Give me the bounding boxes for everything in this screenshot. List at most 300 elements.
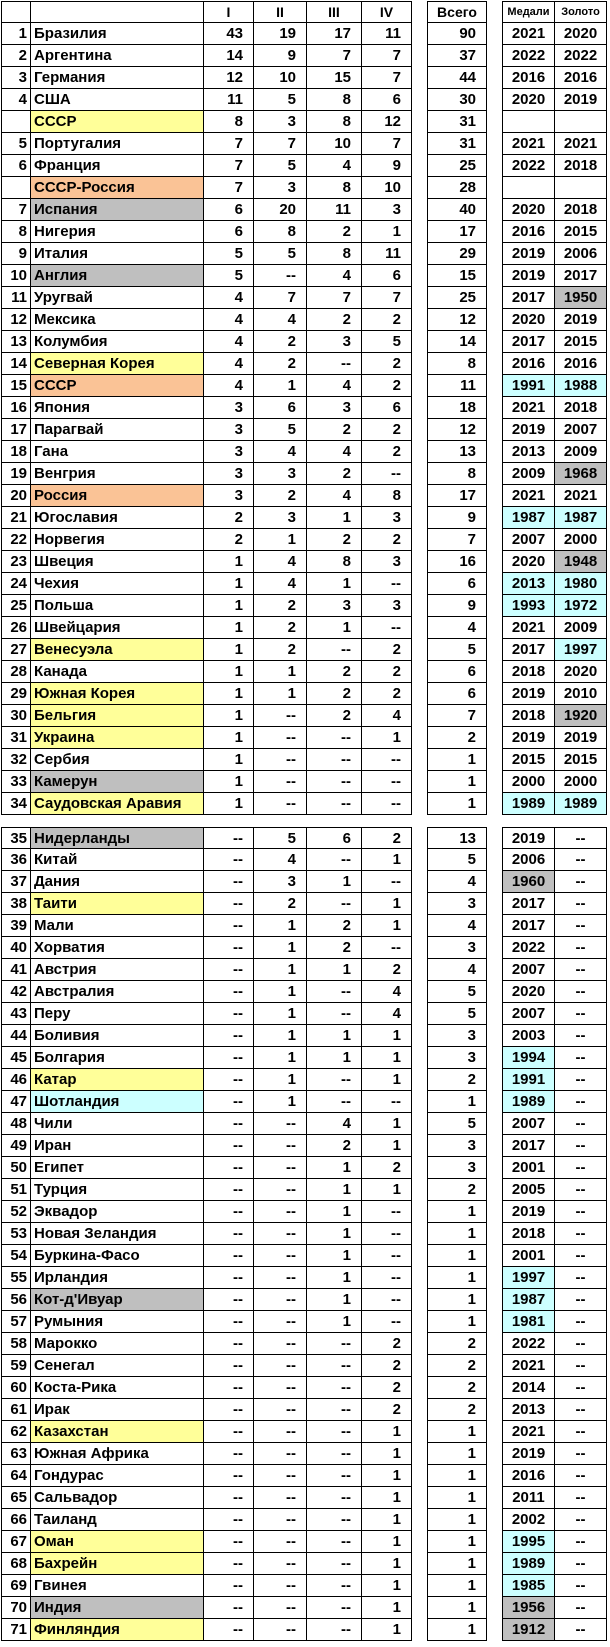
total-value: 2 — [427, 727, 487, 749]
q1-value: -- — [204, 1399, 254, 1421]
rank-cell: 35 — [1, 827, 31, 849]
q4-value: 3 — [362, 507, 412, 529]
country-name: Чили — [31, 1113, 204, 1135]
q2-value: 5 — [254, 419, 307, 441]
total-value: 1 — [427, 749, 487, 771]
total-value: 4 — [427, 871, 487, 893]
q2-value: 1 — [254, 1047, 307, 1069]
q4-value: 3 — [362, 551, 412, 573]
q3-value: -- — [307, 1091, 362, 1113]
gold-year: 2000 — [555, 771, 607, 793]
medals-year: 1989 — [502, 793, 555, 815]
q2-value: 3 — [254, 177, 307, 199]
rank-cell: 28 — [1, 661, 31, 683]
rank-cell: 63 — [1, 1443, 31, 1465]
table-row — [1, 1179, 607, 1201]
q3-value: -- — [307, 1377, 362, 1399]
total-value: 9 — [427, 507, 487, 529]
q4-value: 2 — [362, 683, 412, 705]
rank-cell: 31 — [1, 727, 31, 749]
medals-year: 1989 — [502, 1553, 555, 1575]
rank-cell: 58 — [1, 1333, 31, 1355]
table-row — [1, 959, 607, 981]
gold-year: 1948 — [555, 551, 607, 573]
rank-cell: 14 — [1, 353, 31, 375]
q1-value: 3 — [204, 441, 254, 463]
table-row — [1, 23, 607, 45]
q1-value: -- — [204, 1465, 254, 1487]
country-name: Россия — [31, 485, 204, 507]
country-name: Северная Корея — [31, 353, 204, 375]
q1-value: -- — [204, 1355, 254, 1377]
rank-cell: 55 — [1, 1267, 31, 1289]
header-total: Всего — [427, 1, 487, 23]
total-value: 2 — [427, 1355, 487, 1377]
total-value: 7 — [427, 705, 487, 727]
q4-value: 4 — [362, 1003, 412, 1025]
rank-cell: 36 — [1, 849, 31, 871]
header-medals: Медали — [502, 1, 555, 23]
country-name: Югославия — [31, 507, 204, 529]
total-value: 13 — [427, 441, 487, 463]
country-name: Хорватия — [31, 937, 204, 959]
q4-value: -- — [362, 1091, 412, 1113]
q2-value: 7 — [254, 287, 307, 309]
table-row — [1, 1487, 607, 1509]
q3-value: 2 — [307, 309, 362, 331]
q3-value: 3 — [307, 331, 362, 353]
medals-year: 2019 — [502, 1443, 555, 1465]
total-value: 3 — [427, 1157, 487, 1179]
country-name: Мали — [31, 915, 204, 937]
country-name: Швейцария — [31, 617, 204, 639]
country-name: Италия — [31, 243, 204, 265]
total-value: 12 — [427, 419, 487, 441]
total-value: 1 — [427, 1245, 487, 1267]
q3-value: -- — [307, 1619, 362, 1641]
q1-value: 12 — [204, 67, 254, 89]
table-row — [1, 661, 607, 683]
country-name: Украина — [31, 727, 204, 749]
table-row — [1, 1245, 607, 1267]
q2-value: 2 — [254, 485, 307, 507]
q1-value: -- — [204, 1179, 254, 1201]
q2-value: 2 — [254, 639, 307, 661]
q1-value: -- — [204, 1487, 254, 1509]
rank-cell: 65 — [1, 1487, 31, 1509]
q2-value: 20 — [254, 199, 307, 221]
rank-cell: 38 — [1, 893, 31, 915]
country-name: Португалия — [31, 133, 204, 155]
total-value: 2 — [427, 1179, 487, 1201]
q2-value: -- — [254, 1443, 307, 1465]
total-value: 25 — [427, 155, 487, 177]
medals-year: 2017 — [502, 1135, 555, 1157]
country-name: Кот-д'Ивуар — [31, 1289, 204, 1311]
rank-cell: 4 — [1, 89, 31, 111]
q4-value: 1 — [362, 1487, 412, 1509]
medals-year: 1981 — [502, 1311, 555, 1333]
q4-value: 2 — [362, 959, 412, 981]
q2-value: 5 — [254, 243, 307, 265]
medals-year: 2013 — [502, 573, 555, 595]
country-name: Венесуэла — [31, 639, 204, 661]
country-name: Камерун — [31, 771, 204, 793]
gold-year: 2017 — [555, 265, 607, 287]
gold-year: 2020 — [555, 661, 607, 683]
country-name: Канада — [31, 661, 204, 683]
table-row — [1, 1355, 607, 1377]
q1-value: 7 — [204, 177, 254, 199]
q2-value: 6 — [254, 397, 307, 419]
total-value: 2 — [427, 1333, 487, 1355]
table-row — [1, 1443, 607, 1465]
table-row — [1, 1399, 607, 1421]
gold-year: 2016 — [555, 67, 607, 89]
q4-value: 2 — [362, 1399, 412, 1421]
rank-cell: 27 — [1, 639, 31, 661]
gold-year: -- — [555, 1333, 607, 1355]
total-value: 31 — [427, 111, 487, 133]
table-row — [1, 893, 607, 915]
rank-cell: 17 — [1, 419, 31, 441]
gold-year — [555, 177, 607, 199]
total-value: 5 — [427, 1003, 487, 1025]
q1-value: -- — [204, 915, 254, 937]
gold-year: -- — [555, 893, 607, 915]
country-name: Норвегия — [31, 529, 204, 551]
rank-cell: 49 — [1, 1135, 31, 1157]
q2-value: 2 — [254, 353, 307, 375]
q2-value: 1 — [254, 1025, 307, 1047]
table-row — [1, 617, 607, 639]
q1-value: 3 — [204, 397, 254, 419]
rank-cell: 30 — [1, 705, 31, 727]
q3-value: 2 — [307, 221, 362, 243]
table-row — [1, 419, 607, 441]
country-name: Чехия — [31, 573, 204, 595]
q4-value: 1 — [362, 1619, 412, 1641]
medals-year: 2018 — [502, 705, 555, 727]
rank-cell — [1, 177, 31, 199]
q1-value: -- — [204, 1509, 254, 1531]
medals-year: 2011 — [502, 1487, 555, 1509]
medals-year: 2019 — [502, 419, 555, 441]
q4-value: 2 — [362, 309, 412, 331]
q1-value: 6 — [204, 221, 254, 243]
rank-cell: 32 — [1, 749, 31, 771]
q1-value: 1 — [204, 551, 254, 573]
q4-value: -- — [362, 1201, 412, 1223]
header-q3: III — [307, 1, 362, 23]
q3-value: 1 — [307, 1201, 362, 1223]
q1-value: 7 — [204, 155, 254, 177]
q1-value: -- — [204, 1289, 254, 1311]
q2-value: 10 — [254, 67, 307, 89]
table-row — [1, 705, 607, 727]
q2-value: 5 — [254, 89, 307, 111]
q3-value: -- — [307, 1509, 362, 1531]
rank-cell — [1, 111, 31, 133]
medals-year: 2020 — [502, 551, 555, 573]
total-value: 3 — [427, 1025, 487, 1047]
medals-year: 2017 — [502, 639, 555, 661]
medals-year: 2019 — [502, 827, 555, 849]
medals-year: 2017 — [502, 915, 555, 937]
q2-value: 1 — [254, 915, 307, 937]
q1-value: -- — [204, 1091, 254, 1113]
q3-value: 4 — [307, 375, 362, 397]
q2-value: 8 — [254, 221, 307, 243]
q2-value: -- — [254, 1157, 307, 1179]
q3-value: 1 — [307, 1047, 362, 1069]
q4-value: 1 — [362, 1597, 412, 1619]
gold-year: 2021 — [555, 485, 607, 507]
rank-cell: 3 — [1, 67, 31, 89]
gold-year: -- — [555, 871, 607, 893]
gold-year: -- — [555, 1223, 607, 1245]
q3-value: 7 — [307, 45, 362, 67]
total-value: 3 — [427, 1135, 487, 1157]
table-row — [1, 1465, 607, 1487]
rank-cell: 41 — [1, 959, 31, 981]
gold-year: 2006 — [555, 243, 607, 265]
rank-cell: 12 — [1, 309, 31, 331]
table-row — [1, 1531, 607, 1553]
q3-value: 1 — [307, 573, 362, 595]
total-value: 13 — [427, 827, 487, 849]
q3-value: -- — [307, 893, 362, 915]
q1-value: -- — [204, 1157, 254, 1179]
rank-cell: 52 — [1, 1201, 31, 1223]
q2-value: 4 — [254, 849, 307, 871]
q1-value: -- — [204, 1421, 254, 1443]
q3-value: -- — [307, 793, 362, 815]
q1-value: -- — [204, 937, 254, 959]
total-value: 14 — [427, 331, 487, 353]
rank-cell: 42 — [1, 981, 31, 1003]
table-row — [1, 1223, 607, 1245]
medals-year: 2019 — [502, 1201, 555, 1223]
q3-value: 1 — [307, 1311, 362, 1333]
q4-value: 3 — [362, 199, 412, 221]
q1-value: -- — [204, 893, 254, 915]
q1-value: -- — [204, 1047, 254, 1069]
table-row — [1, 1025, 607, 1047]
rank-cell: 44 — [1, 1025, 31, 1047]
table-row — [1, 1113, 607, 1135]
total-value: 1 — [427, 1421, 487, 1443]
medals-year: 2021 — [502, 617, 555, 639]
gold-year: -- — [555, 1465, 607, 1487]
country-name: Ирландия — [31, 1267, 204, 1289]
q1-value: -- — [204, 1025, 254, 1047]
table-row — [1, 639, 607, 661]
country-name: Марокко — [31, 1333, 204, 1355]
q4-value: -- — [362, 871, 412, 893]
q1-value: -- — [204, 1113, 254, 1135]
q2-value: -- — [254, 1267, 307, 1289]
medals-year: 2007 — [502, 529, 555, 551]
medals-year: 2020 — [502, 981, 555, 1003]
gold-year: 2019 — [555, 727, 607, 749]
q4-value: 1 — [362, 1531, 412, 1553]
medals-year: 2021 — [502, 1421, 555, 1443]
q2-value: 1 — [254, 959, 307, 981]
total-value: 1 — [427, 1091, 487, 1113]
q3-value: 4 — [307, 265, 362, 287]
rank-cell: 51 — [1, 1179, 31, 1201]
medals-year: 2001 — [502, 1245, 555, 1267]
table-row — [1, 849, 607, 871]
rank-cell: 21 — [1, 507, 31, 529]
q4-value: 1 — [362, 1553, 412, 1575]
country-name: Дания — [31, 871, 204, 893]
country-name: Гвинея — [31, 1575, 204, 1597]
rank-cell: 47 — [1, 1091, 31, 1113]
q1-value: -- — [204, 959, 254, 981]
gold-year: -- — [555, 1311, 607, 1333]
medals-year: 2020 — [502, 309, 555, 331]
q4-value: 8 — [362, 485, 412, 507]
q3-value: -- — [307, 1399, 362, 1421]
table-row — [1, 749, 607, 771]
table-row — [1, 45, 607, 67]
rank-cell: 16 — [1, 397, 31, 419]
q2-value: -- — [254, 1201, 307, 1223]
medals-year: 2014 — [502, 1377, 555, 1399]
table-row — [1, 1003, 607, 1025]
q3-value: 1 — [307, 1267, 362, 1289]
rank-cell: 6 — [1, 155, 31, 177]
q2-value: 1 — [254, 683, 307, 705]
q4-value: 5 — [362, 331, 412, 353]
total-value: 16 — [427, 551, 487, 573]
q4-value: 2 — [362, 661, 412, 683]
medals-year: 2016 — [502, 221, 555, 243]
q2-value: -- — [254, 1509, 307, 1531]
q2-value: -- — [254, 1179, 307, 1201]
rank-cell: 15 — [1, 375, 31, 397]
q3-value: -- — [307, 727, 362, 749]
country-name: Парагвай — [31, 419, 204, 441]
q4-value: -- — [362, 1311, 412, 1333]
q2-value: -- — [254, 1619, 307, 1641]
q2-value: 3 — [254, 463, 307, 485]
rank-cell: 46 — [1, 1069, 31, 1091]
header-row — [1, 1, 607, 23]
rank-cell: 26 — [1, 617, 31, 639]
gold-year: -- — [555, 1245, 607, 1267]
gold-year: 2000 — [555, 529, 607, 551]
table-row — [1, 441, 607, 463]
medals-year: 2022 — [502, 155, 555, 177]
q3-value: 1 — [307, 1245, 362, 1267]
gold-year: -- — [555, 1025, 607, 1047]
gold-year: -- — [555, 1443, 607, 1465]
q4-value: 1 — [362, 1443, 412, 1465]
q4-value: 1 — [362, 1025, 412, 1047]
q1-value: -- — [204, 1223, 254, 1245]
medals-year: 1997 — [502, 1267, 555, 1289]
q1-value: 7 — [204, 133, 254, 155]
rank-cell: 68 — [1, 1553, 31, 1575]
q4-value: -- — [362, 573, 412, 595]
medals-year: 1960 — [502, 871, 555, 893]
gold-year: -- — [555, 1157, 607, 1179]
medals-year: 2002 — [502, 1509, 555, 1531]
q3-value: 1 — [307, 1179, 362, 1201]
q3-value: 11 — [307, 199, 362, 221]
medals-year: 2021 — [502, 23, 555, 45]
country-name: Ирак — [31, 1399, 204, 1421]
q4-value: 6 — [362, 397, 412, 419]
table-row — [1, 309, 607, 331]
total-value: 1 — [427, 1531, 487, 1553]
gold-year: 2009 — [555, 441, 607, 463]
medals-year: 2013 — [502, 1399, 555, 1421]
table-row — [1, 915, 607, 937]
total-value: 4 — [427, 617, 487, 639]
medals-year: 2016 — [502, 353, 555, 375]
q4-value: 1 — [362, 1421, 412, 1443]
medals-year: 1985 — [502, 1575, 555, 1597]
header-country-cell — [31, 1, 204, 23]
country-name: Шотландия — [31, 1091, 204, 1113]
q4-value: 2 — [362, 639, 412, 661]
table-row — [1, 871, 607, 893]
table-row — [1, 793, 607, 815]
q3-value: 8 — [307, 243, 362, 265]
medals-year — [502, 111, 555, 133]
total-value: 1 — [427, 1465, 487, 1487]
rank-cell: 60 — [1, 1377, 31, 1399]
q4-value: 2 — [362, 1355, 412, 1377]
q3-value: -- — [307, 1069, 362, 1091]
q4-value: 2 — [362, 353, 412, 375]
gold-year: -- — [555, 1289, 607, 1311]
q3-value: 2 — [307, 529, 362, 551]
rank-cell: 1 — [1, 23, 31, 45]
q3-value: -- — [307, 749, 362, 771]
q2-value: -- — [254, 1333, 307, 1355]
q1-value: -- — [204, 1245, 254, 1267]
q3-value: 1 — [307, 1289, 362, 1311]
gold-year: 1988 — [555, 375, 607, 397]
medals-year: 2007 — [502, 1003, 555, 1025]
medals-year: 2007 — [502, 1113, 555, 1135]
total-value: 1 — [427, 1509, 487, 1531]
gold-year: -- — [555, 1069, 607, 1091]
q4-value: 7 — [362, 67, 412, 89]
country-name: Англия — [31, 265, 204, 287]
q2-value: 4 — [254, 573, 307, 595]
table-row — [1, 1091, 607, 1113]
q4-value: 1 — [362, 1575, 412, 1597]
header-q1: I — [204, 1, 254, 23]
total-value: 18 — [427, 397, 487, 419]
q2-value: -- — [254, 1245, 307, 1267]
country-name: Гана — [31, 441, 204, 463]
q2-value: 3 — [254, 871, 307, 893]
q1-value: -- — [204, 1553, 254, 1575]
country-name: Коста-Рика — [31, 1377, 204, 1399]
total-value: 7 — [427, 529, 487, 551]
q1-value: -- — [204, 1377, 254, 1399]
country-name: Турция — [31, 1179, 204, 1201]
q3-value: -- — [307, 1421, 362, 1443]
q1-value: -- — [204, 1619, 254, 1641]
